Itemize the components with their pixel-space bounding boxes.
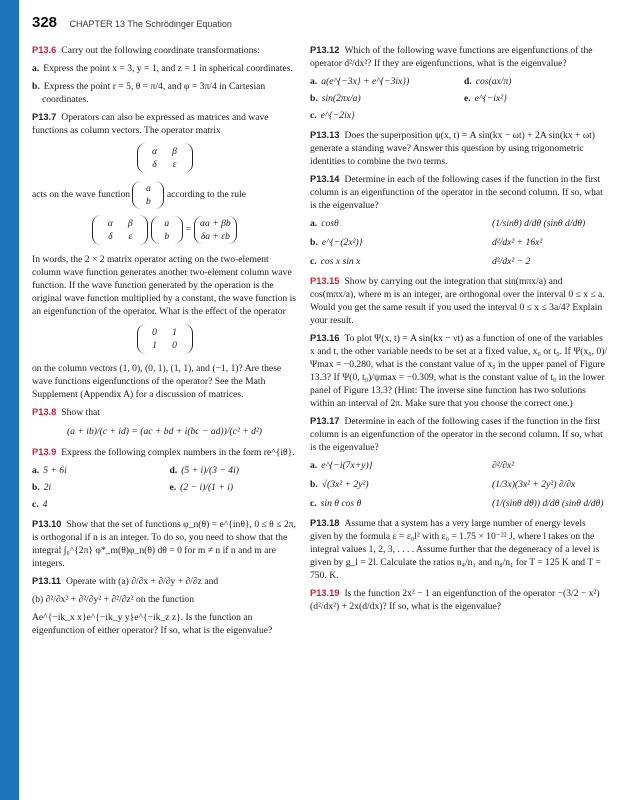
right-column [310,44,608,618]
problem-number: P13.6 [32,45,57,55]
problem-13-12: P13.12 Which of the following wave functions are eigenfunctions of the operator d²/dx²? If they are eigenfunctions, what is the eigenvalue? [310,45,593,69]
problem-13-9: P13.9 Express the following complex numbers in the form re^{iθ}. [32,447,295,458]
problem-number: P13.10 [32,519,62,529]
problem-number: P13.14 [310,174,340,184]
problem-number: P13.12 [310,45,340,55]
problem-number: P13.15 [310,276,340,286]
operator-matrix: α β δ ε [32,143,297,173]
problem-13-12-options: a. a(e^{−3x} + e^{−3ix}) d. cos(ax/π) b. sin(2πx/a) e. e^{−ix²} c. e^{−2ix} [310,76,512,121]
problem-number: P13.9 [32,447,57,457]
page-header [32,14,606,36]
problem-13-15: P13.15 Show by carrying out the integration that sin(mπx/a) and cos(mπx/a), where m is an integer, are orthogonal over the interval 0 ≤ x ≤ a. Would you get the same result if you used the interval 0 ≤ x ≤ 3a/4? Explain your result. [310,276,605,326]
problem-13-7-end: on the column vectors (1, 0), (0, 1), (1, 1), and (−1, 1)? Are these wave functions eigenfunctions of the operator? See the Math Supplement (Appendix A) for a discussion of matrices. [32,363,282,400]
problem-13-16: P13.16 To plot Ψ(x, t) = A sin(kx − νt) as a function of one of the variables x and t, the other variable needs to be set at a fixed value, x₀ or t₀. If Ψ(x₀, 0)/Ψmax = −0.280, what is the constant value of x₀ in the upper panel of Figure 13.3? If Ψ(0, t₀)/ψmax = −0.309, what is the constant value of t₀ in the lower panel of Figure 13.3? (Hint: The inverse sine function has two solutions within an interval of 2π. Make sure that you choose the correct one.) [310,333,608,409]
swap-operator-matrix: 0 1 1 0 [32,324,297,354]
problem-number: P13.13 [310,130,340,140]
problem-number: P13.11 [32,576,61,586]
problem-13-11: P13.11 Operate with (a) ∂/∂x + ∂/∂y + ∂/∂z and [32,576,219,587]
problem-number: P13.17 [310,416,340,426]
problem-number: P13.7 [32,112,57,122]
problem-13-6-b: b. Express the point r = 5, θ = π/4, and φ = 3π/4 in Cartesian coordinates. [32,81,266,105]
problem-13-13: P13.13 Does the superposition ψ(x, t) = A sin(kx − ωt) + 2A sin(kx + ωt) generate a standing wave? Answer this question by using trigonometric identities to combine the two terms. [310,130,595,167]
problem-13-19: P13.19 Is the function 2x² − 1 an eigenfunction of the operator −(3/2 − x²)(d²/dx²) + 2x(d/dx)? If so, what is the eigenvalue? [310,588,600,612]
problem-number: P13.18 [310,518,340,528]
problem-13-8: P13.8 Show that [32,407,100,418]
problem-13-7: P13.7 Operators can also be expressed as matrices and wave functions as column vectors. The operator matrix [32,112,269,136]
left-column [32,44,297,642]
chapter-title: CHAPTER 13 The Schrödinger Equation [69,19,232,29]
problem-13-10: P13.10 Show that the set of functions φ_n(θ) = e^{inθ}, 0 ≤ θ ≤ 2π, is orthogonal if n is an integer. To do so, you need to show that the integral ∫₀^{2π} φ*_m(θ)φ_n(θ) dθ = 0 for m ≠ n if n and m are integers. [32,519,296,569]
acts-line: acts on the wave function a b according to the rule [32,183,246,207]
problem-13-11-b: (b) ∂²/∂x² + ∂²/∂y² + ∂²/∂z² on the function [32,594,195,605]
problem-number: P13.19 [310,588,340,598]
problem-13-18: P13.18 Assume that a system has a very large number of energy levels given by the formula ε = ε₀l² with ε₀ = 1.75 × 10⁻²² J, where l takes on the integral values 1, 2, 3, . . . . Assume further that the degeneracy of a level is given by g_l = 2l. Calculate the ratios n₄/n₁ and n₈/n₁ for T = 125 K and T = 750. K. [310,518,601,581]
problem-13-7-body: In words, the 2 × 2 matrix operator acting on the two-element column wave function generates another two-element column wave function. If the wave function generated by the operation is the original wave function multiplied by a constant, the wave function is an eigenfunction of the operator. What is the effect of the operator [32,254,297,317]
problem-13-14: P13.14 Determine in each of the following cases if the function in the first column is an eigenfunction of the operator in the second column. If so, what is the eigenvalue? [310,174,603,211]
problem-13-6-a: a. Express the point x = 3, y = 1, and z = 1 in spherical coordinates. [32,63,293,74]
problem-13-11-c: Ae^{−ik_x x}e^{−ik_y y}e^{−ik_z z}. Is the function an eigenfunction of either operator? If so, what is the eigenvalue? [32,612,273,636]
problem-13-9-options: a. 5 + 6i d. (5 + i)/(3 − 4i) b. 2i e. (2 − i)/(1 + i) c. 4 [32,465,239,510]
complex-division-equation: (a + ib)/(c + id) = (ac + bd + i(bc − ad))/(c² + d²) [67,426,262,437]
problem-13-17: P13.17 Determine in each of the following cases if the function in the first column is an eigenfunction of the operator in the second column. If so, what is the eigenvalue? [310,416,603,453]
problem-number: P13.16 [310,333,340,343]
problem-13-14-table: a. cosθ (1/sinθ) d/dθ (sinθ d/dθ) b. e^{−(2x²)} d²/dx² + 16x² c. cos x sin x d²/dx² − 2 [310,218,586,267]
matrix-rule: α β δ ε a b = αa + βb δa + εb [32,215,297,245]
problem-13-6: P13.6 Carry out the following coordinate transformations: [32,45,260,56]
page-number: 328 [32,14,58,31]
problem-number: P13.8 [32,407,57,417]
problem-13-17-table: a. e^{−i(7x+y)} ∂²/∂x² b. √(3x² + 2y²) (1/3x)(3x² + 2y²) ∂/∂x c. sin θ cos θ (1/(sinθ dθ)) d/dθ (sinθ d/dθ) [310,460,604,509]
chapter-sidebar-bar [0,0,19,800]
